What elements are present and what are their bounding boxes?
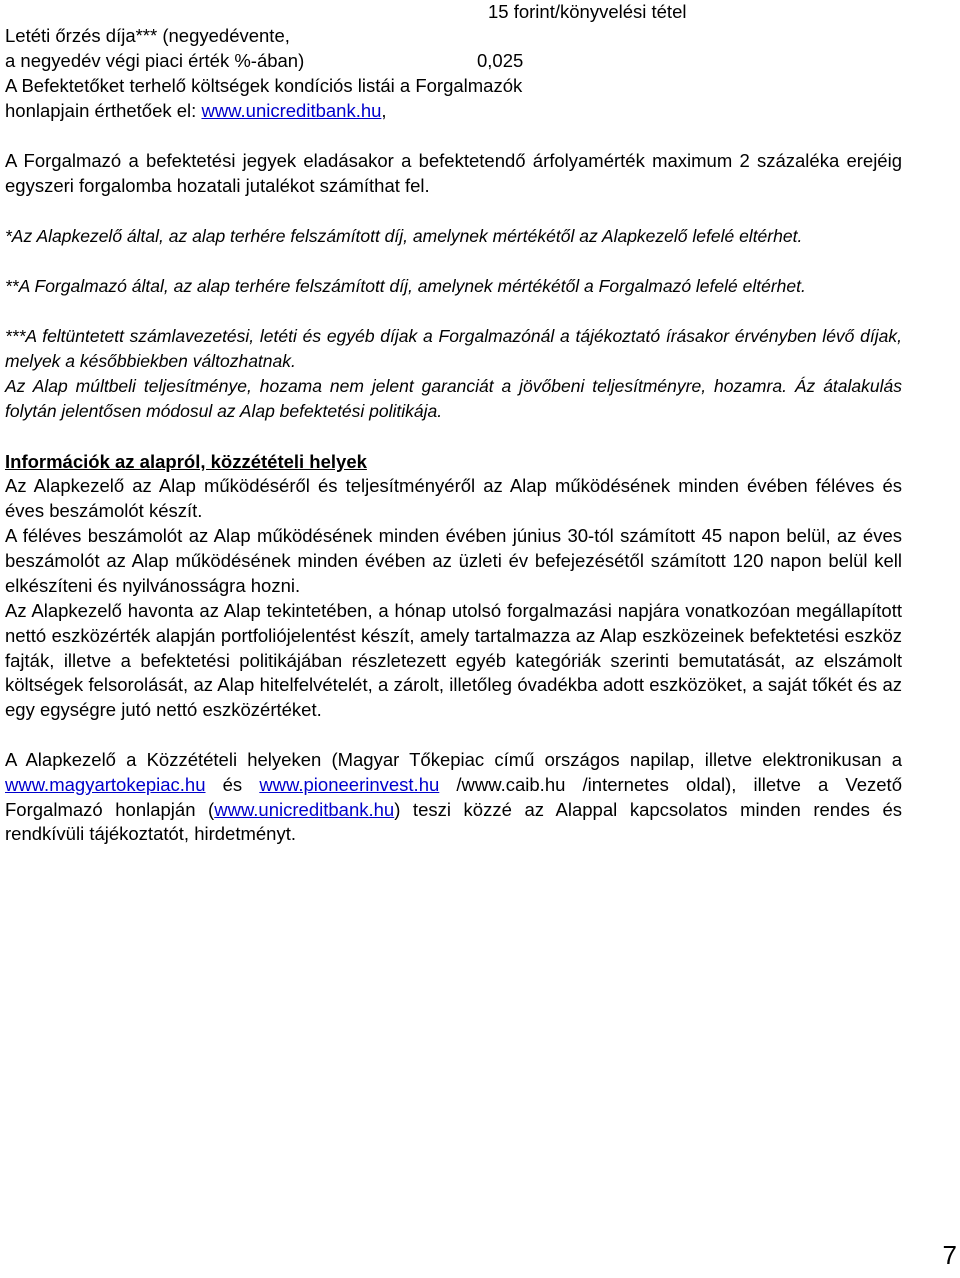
info-paragraph-reports: Az Alapkezelő az Alap működéséről és teljesítményéről az Alap működésének minden évében féléves és éves beszámolót készít.	[5, 475, 902, 521]
book-fee-value: 15 forint/könyvelési tétel	[488, 1, 687, 22]
custody-fee-label-1: Letéti őrzés díja*** (negyedévente,	[5, 25, 290, 46]
custody-fee-value: 0,025	[477, 50, 524, 71]
distributor-fee-paragraph: A Forgalmazó a befektetési jegyek eladásakor a befektetendő árfolyamérték maximum 2 százaléka erejéig egyszeri forgalomba hozatali jutalékot számíthat fel.	[5, 150, 902, 196]
publication-text-4: ) teszi közzé az Alappal kapcsolatos minden rendes és rendkívüli tájékoztatót, hirdetményt.	[5, 798, 903, 845]
conditions-suffix: ,	[381, 100, 387, 121]
page-number: 7	[942, 1240, 957, 1270]
info-section-heading: Információk az alapról, közzétételi helyek	[5, 451, 367, 472]
info-paragraph-portfolio-report: Az Alapkezelő havonta az Alap tekintetében, a hónap utolsó forgalmazási napjára vonatkozóan megállapított nettó eszközérték alapján portfoliójelentést készít, amely tartalmazza az Alap eszközeinek befektetési eszköz fajták, illetve a befektetési politikájában részletezett egyéb kategóriák szerinti bemutatását, az elszámolt költségek felsorolását, az Alap hitelfelvételét, a zárolt, illetőleg óvadékba adott eszközöket, a saját tőkét és az egy egységre jutó nettó eszközértéket.	[5, 600, 902, 721]
conditions-text-1: A Befektetőket terhelő költségek kondíciós listái a Forgalmazók	[5, 75, 523, 96]
conditions-prefix: honlapjain érthetőek el:	[5, 100, 202, 121]
unicreditbank-link-2[interactable]: www.unicreditbank.hu	[214, 798, 395, 820]
footnote-account-fees: ***A feltüntetett számlavezetési, letéti és egyéb díjak a Forgalmazónál a tájékoztató írásakor érvényben lévő díjak, melyek a későbbiekben változhatnak.	[5, 326, 902, 371]
conditions-text-2	[5, 100, 387, 122]
footnote-manager-fee: *Az Alapkezelő által, az alap terhére felszámított díj, amelynek mértékétől az Alapkezelő lefelé eltérhet.	[5, 226, 803, 246]
publication-text-2: és	[205, 773, 260, 795]
publication-text-1: A Alapkezelő a Közzétételi helyeken (Magyar Tőkepiac című országos napilap, illetve elektronikusan a	[5, 749, 902, 770]
pioneerinvest-link[interactable]: www.pioneerinvest.hu	[259, 773, 440, 795]
magyartokepiac-link[interactable]: www.magyartokepiac.hu	[5, 773, 206, 795]
custody-fee-label-2: a negyedév végi piaci érték %-ában)	[5, 50, 305, 71]
info-paragraph-deadlines: A féléves beszámolót az Alap működésének minden évében június 30-tól számított 45 napon belül, az éves beszámolót az Alap működésének minden évében az üzleti év befejezésétől számított 120 napon belül kell elkészíteni és nyilvánosságra hozni.	[5, 525, 902, 596]
info-paragraph-publication	[5, 748, 902, 847]
footnote-distributor-fee: **A Forgalmazó által, az alap terhére felszámított díj, amelynek mértékétől a Forgalmazó lefelé eltérhet.	[5, 276, 806, 296]
footnote-past-performance: Az Alap múltbeli teljesítménye, hozama nem jelent garanciát a jövőbeni teljesítményre, hozamra. Áz átalakulás folytán jelentősen módosul az Alap befektetési politikája.	[5, 376, 902, 421]
publication-text-3: /www.caib.hu /internetes oldal), illetve a Vezető Forgalmazó honlapján (	[5, 773, 902, 820]
unicreditbank-link[interactable]: www.unicreditbank.hu	[201, 100, 382, 121]
